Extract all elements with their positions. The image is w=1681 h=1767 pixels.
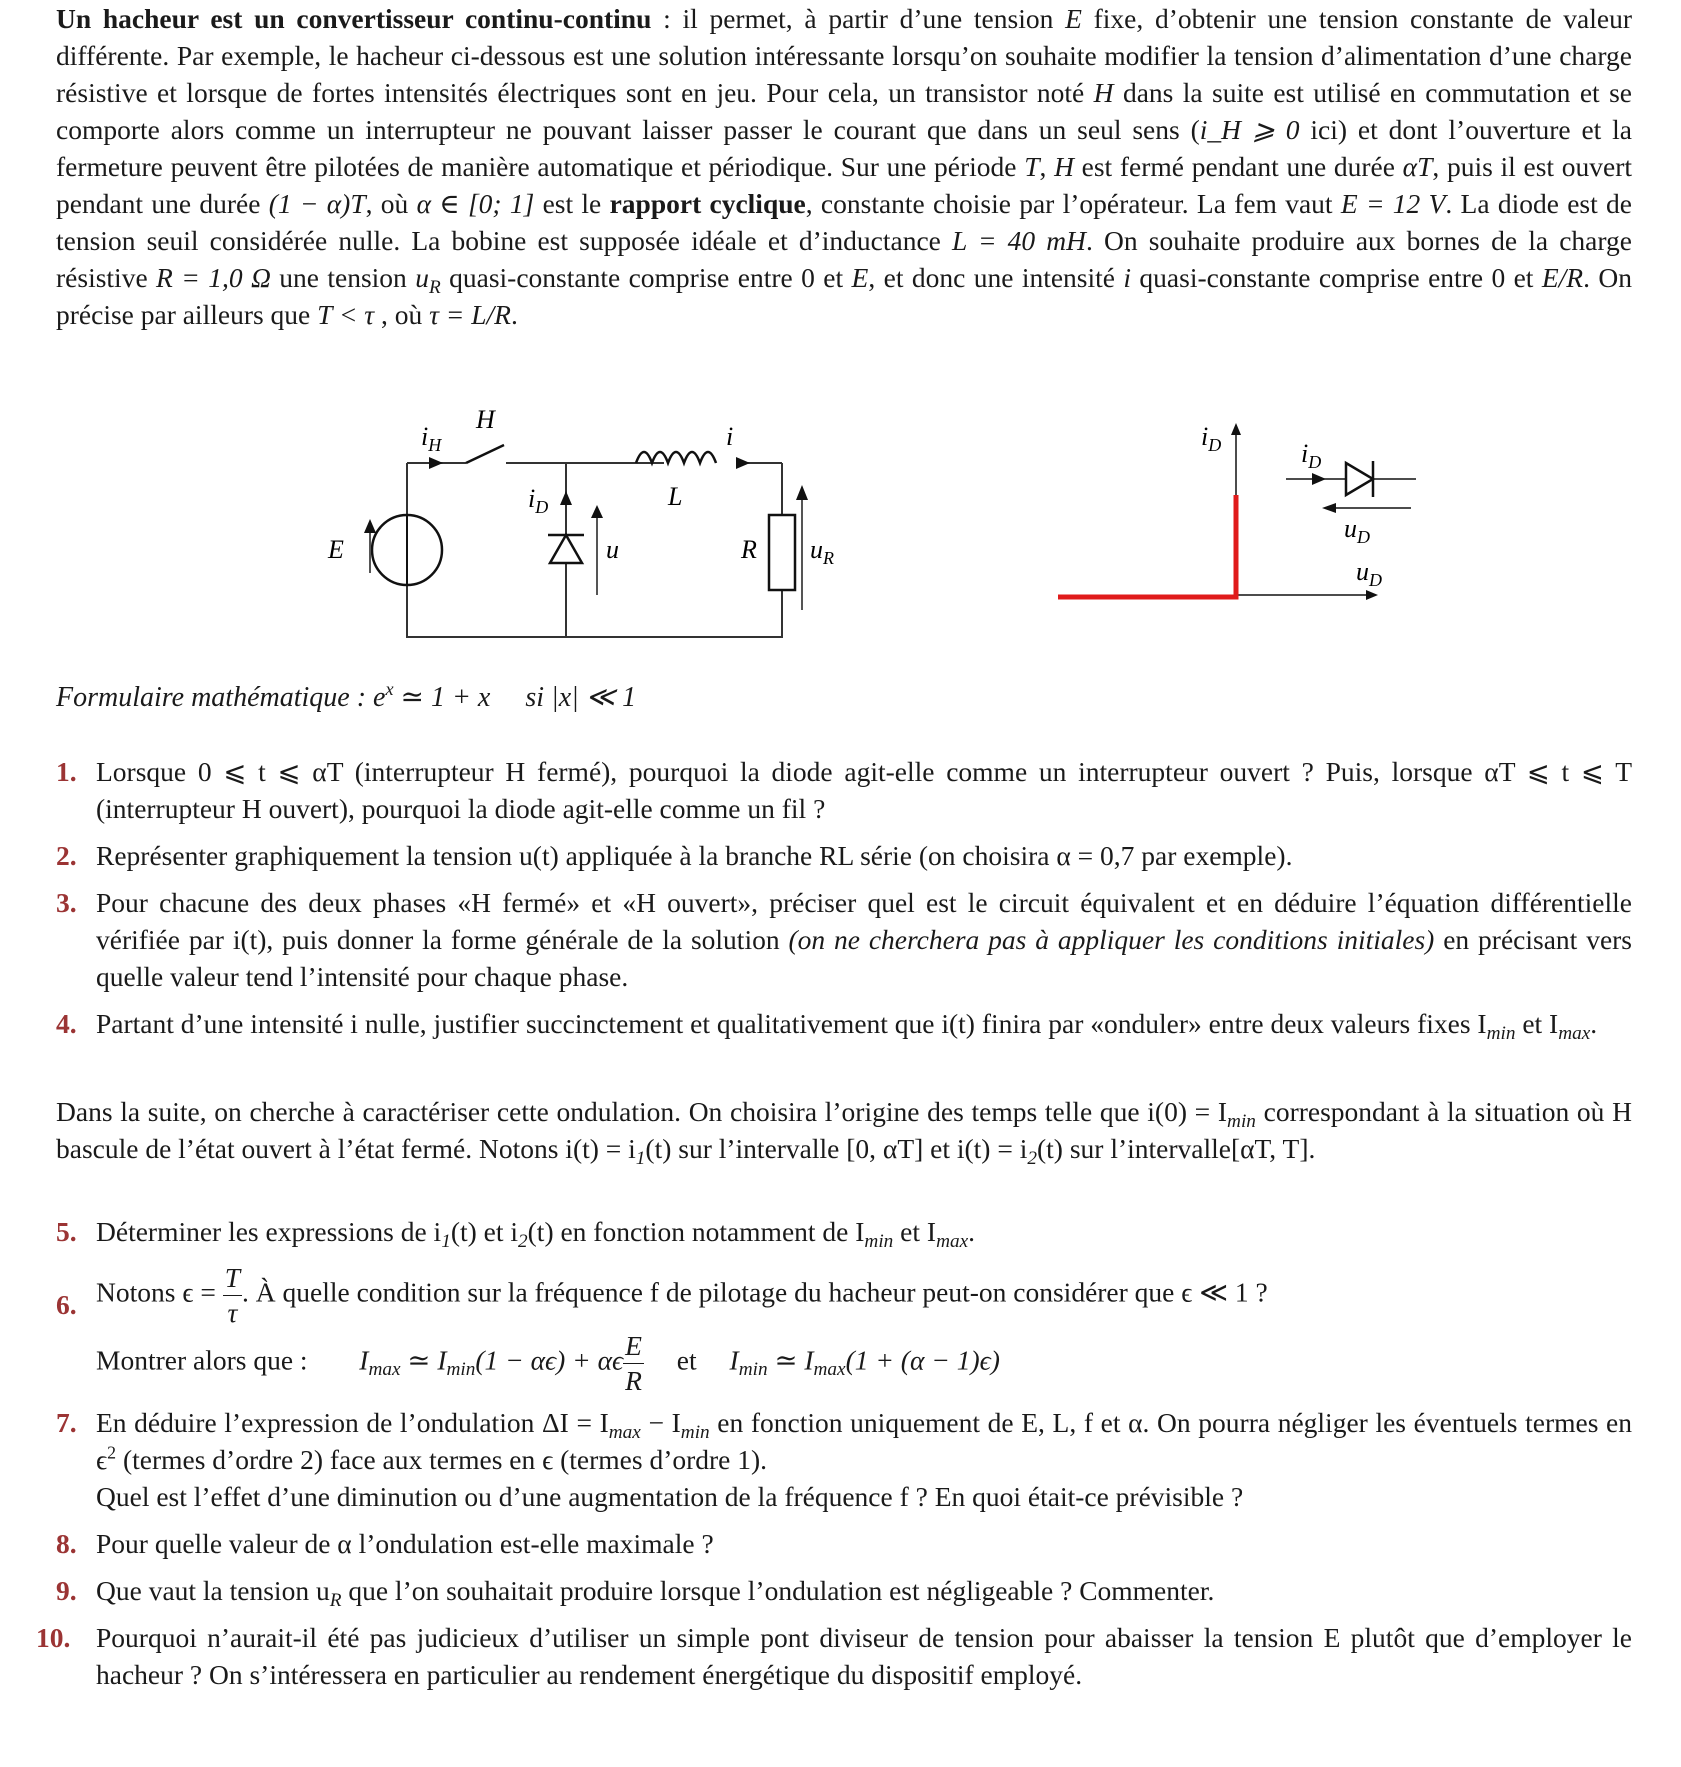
symbol-label-uD: $u_D$ xyxy=(1344,514,1370,547)
diode-icon xyxy=(548,535,584,563)
question-5: 5. Déterminer les expressions de $i_1(t)$ et $i_2(t)$ en fonction notamment de $I_{min}$ et $I_{max}$. xyxy=(56,1216,976,1252)
intro-paragraph: Un hacheur est un convertisseur continu-continu : il permet, à partir d’une tension E fixe, d’obtenir une tension constante de valeur différente. Par exemple, le hacheur ci-dessous est une solution intéressante lorsqu’on souhaite modifier la tension d’alimentation d’une charge résistive et lorsque de fortes intensités électriques sont en jeu. Pour cela, un transistor noté H dans la suite est utilisé en commutation et se comporte alors comme un interrupteur ne pouvant laisser passer le courant que dans un seul sens (i_H ⩾ 0 ici) et dont l’ouverture et la fermeture peuvent être pilotées de manière automatique et périodique. Sur une période T, H est fermé pendant une durée αT, puis il est ouvert pendant une durée (1 − α)T, où α ∈ [0; 1] est le rapport cyclique, constante choisie par l’opérateur. La fem vaut E = 12 V. La diode est de tension seuil considérée nulle. La bobine est supposée idéale et d’inductance L = 40 mH. On souhaite produire aux bornes de la charge résistive R = 1,0 Ω une tension $u_R$ quasi-constante comprise entre 0 et E, et donc une intensité i quasi-constante comprise entre 0 et E/R. On précise par ailleurs que T < τ , où τ = L/R. xyxy=(56,3,1633,330)
questions-part2 xyxy=(36,1213,1633,1703)
label-H: H xyxy=(476,405,495,434)
intro-bold-lead: Un hacheur est un convertisseur continu-continu xyxy=(56,3,652,34)
label-i: i xyxy=(726,422,734,451)
label-R: R xyxy=(741,535,757,564)
inductor-icon xyxy=(636,452,716,463)
symbol-label-iD: $i_D$ xyxy=(1301,439,1322,472)
label-uR: $u_R$ xyxy=(810,535,834,568)
diode-characteristic-diagram xyxy=(996,415,1416,645)
question-9: 9. Que vaut la tension $u_R$ que l’on souhaitait produire lorsque l’ondulation est négligeable ? Commenter. xyxy=(56,1575,1215,1611)
label-iH: $i_H$ xyxy=(421,422,442,455)
question-4: 4. Partant d’une intensité i nulle, justifier succinctement et qualitativement que i(t) finira par «onduler» entre deux valeurs fixes $I_{min}$ et $I_{max}$. xyxy=(56,1008,1598,1044)
diode-characteristic-curve xyxy=(1058,495,1236,597)
question-1: 1. Lorsque 0 ⩽ t ⩽ αT (interrupteur H fermé), pourquoi la diode agit-elle comme un interrupteur ouvert ? Puis, lorsque αT ⩽ t ⩽ T (interrupteur H ouvert), pourquoi la diode agit-elle comme un fil ? xyxy=(56,756,1632,824)
question-10: 10. Pourquoi n’aurait-il été pas judicieux d’utiliser un simple pont diviseur de tension pour abaisser la tension E plutôt que d’employer le hacheur ? On s’intéressera en particulier au rendement énergétique du dispositif employé. xyxy=(36,1622,1632,1690)
question-7: 7. En déduire l’expression de l’ondulation $\Delta I = I_{max} - I_{min}$ en fonction uniquement de E, L, f et α. On pourra négliger les éventuels termes en $\epsilon^2$ (termes d’ordre 2) face aux termes en ϵ (termes d’ordre 1). Quel est l’effet d’une diminution ou d’une augmentation de la fréquence f ? En quoi était-ce prévisible ? xyxy=(56,1407,1633,1512)
questions-part1 xyxy=(56,753,1632,1052)
axis-label-uD: $u_D$ xyxy=(1356,557,1382,590)
question-6: 6. Notons ϵ = $\frac{T}{\tau}$ . À quelle condition sur la fréquence f de pilotage du hacheur peut-on considérer que ϵ ≪ 1 ? Montrer alors que : $I_{max}$ ≃ $I_{min}(1 - \alpha\epsilon) + \alpha\epsilon$ $\frac{E}{R}$ et $I_{min}$ ≃ $I_{max}(1 + (\alpha - 1)\epsilon)$ xyxy=(56,1264,1632,1394)
intro-bold-rapport: rapport cyclique xyxy=(609,188,806,219)
diode-symbol-icon xyxy=(1346,461,1373,497)
label-E: E xyxy=(328,535,344,564)
resistor-icon xyxy=(769,515,795,590)
chopper-circuit-diagram xyxy=(296,395,916,655)
math-formula: Formulaire mathématique : $e^x$ ≃ 1 + x si |x| ≪ 1 xyxy=(56,679,637,713)
question-6-equations: Montrer alors que : $I_{max}$ ≃ $I_{min}(1 - \alpha\epsilon) + \alpha\epsilon$ $\frac{E}{R}$ et $I_{min}$ ≃ $I_{max}(1 + (\alpha - 1)\epsilon)$ xyxy=(96,1330,1000,1396)
question-8: 8. Pour quelle valeur de α l’ondulation est-elle maximale ? xyxy=(56,1528,714,1559)
label-iD: $i_D$ xyxy=(528,484,549,517)
axis-label-iD: $i_D$ xyxy=(1201,422,1222,455)
figures xyxy=(56,395,1632,655)
label-L: L xyxy=(668,482,683,511)
epsilon-fraction: $\frac{T}{\tau}$ xyxy=(224,1262,241,1328)
label-u: u xyxy=(606,535,619,564)
question-2: 2. Représenter graphiquement la tension u(t) appliquée à la branche RL série (on choisira α = 0,7 par exemple). xyxy=(56,840,1293,871)
transition-paragraph: Dans la suite, on cherche à caractériser cette ondulation. On choisira l’origine des temps telle que $i(0) = I_{min}$ correspondant à la situation où H bascule de l’état ouvert à l’état fermé. Notons $i(t) = i_1(t)$ sur l’intervalle [0, αT] et $i(t) = i_2(t)$ sur l’intervalle[αT, T]. xyxy=(56,1096,1632,1169)
question-3: 3. Pour chacune des deux phases «H fermé» et «H ouvert», préciser quel est le circuit équivalent et en déduire l’équation différentielle vérifiée par i(t), puis donner la forme générale de la solution (on ne cherchera pas à appliquer les conditions initiales) en précisant vers quelle valeur tend l’intensité pour chaque phase. xyxy=(56,887,1633,992)
